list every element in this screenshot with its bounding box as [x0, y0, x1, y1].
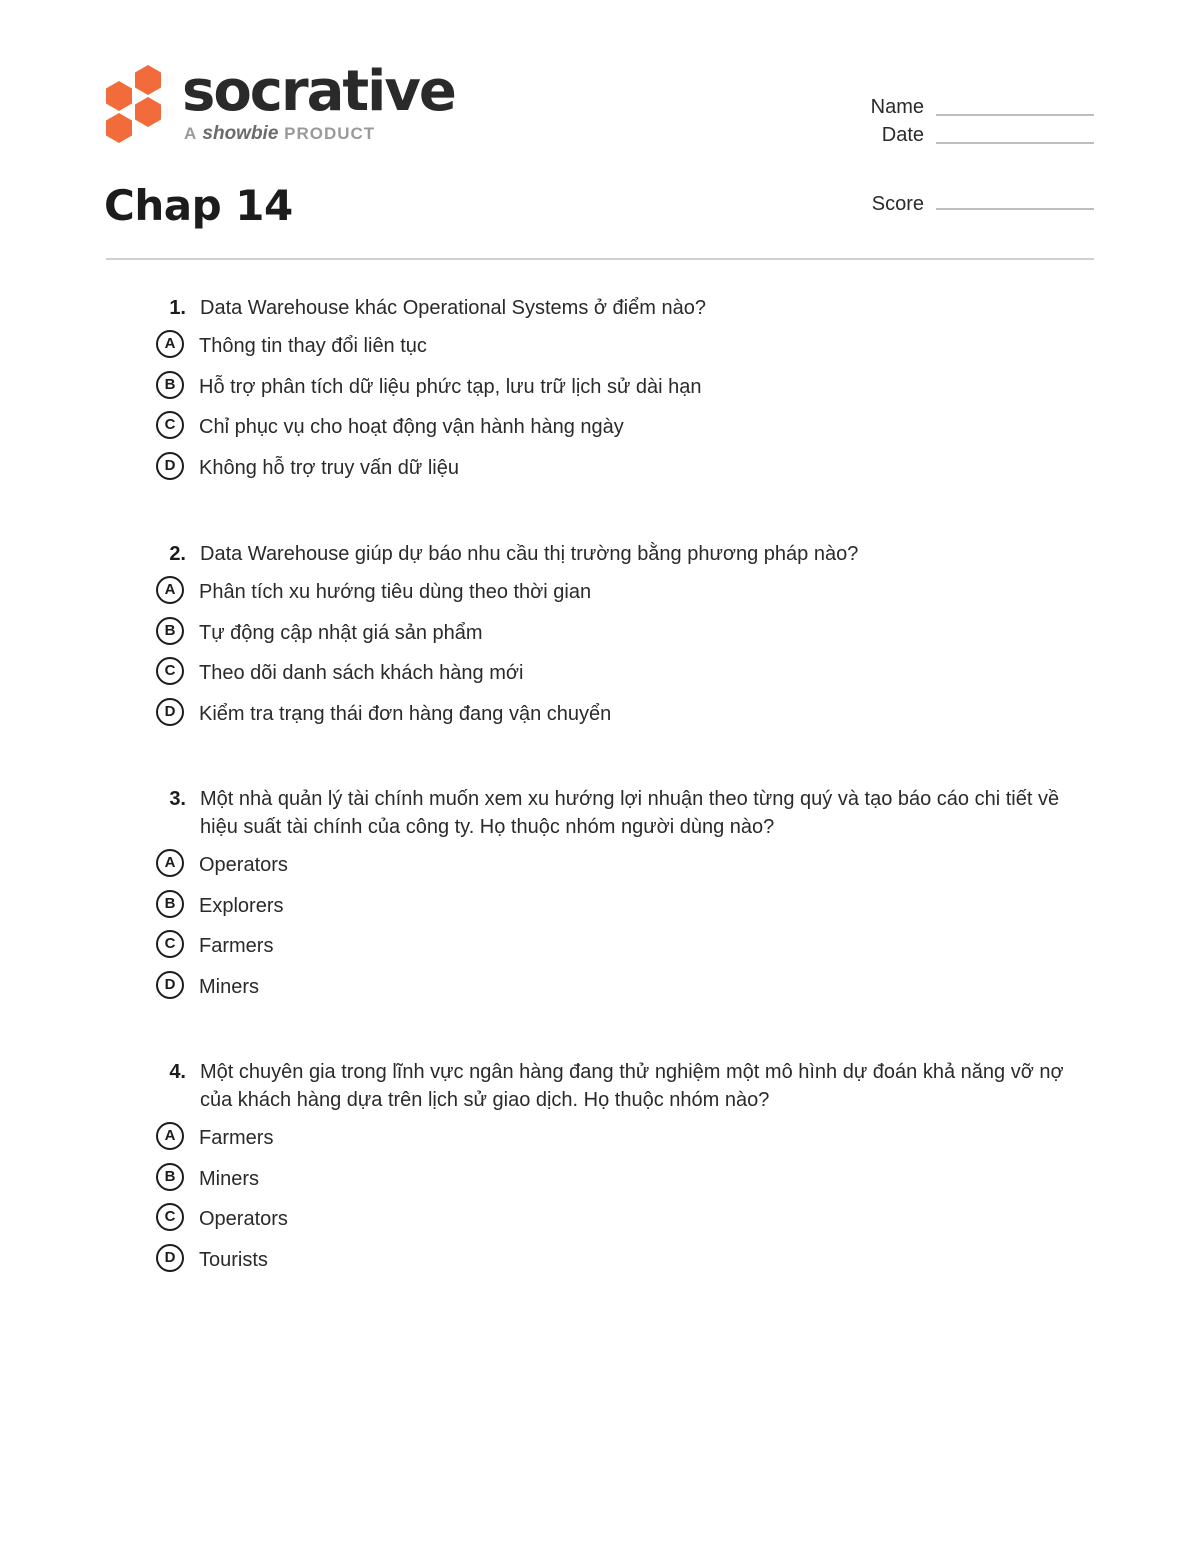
option-text: Chỉ phục vụ cho hoạt động vận hành hàng ngày: [199, 416, 624, 438]
option-b[interactable]: [156, 613, 1076, 654]
option-b[interactable]: [156, 886, 1076, 927]
option-text: Kiểm tra trạng thái đơn hàng đang vận chuyển: [199, 702, 612, 725]
question-text-row: [156, 540, 1076, 568]
option-circle-icon[interactable]: A: [156, 1122, 184, 1150]
option-circle-icon[interactable]: D: [156, 1244, 184, 1272]
name-label: Name: [870, 96, 924, 118]
tagline-prefix: A: [184, 124, 197, 143]
question-number: 4.: [169, 1061, 186, 1083]
name-field[interactable]: [936, 114, 1094, 116]
option-a[interactable]: [156, 845, 1076, 886]
option-c[interactable]: [156, 926, 1076, 967]
option-a[interactable]: [156, 1118, 1076, 1159]
question-3: [156, 785, 1076, 1007]
question-4: [156, 1058, 1076, 1280]
question-number: 3.: [169, 788, 186, 810]
option-text: Tự động cập nhật giá sản phẩm: [199, 621, 483, 644]
question-text-row: [156, 1058, 1076, 1114]
page-title: Chap 14: [104, 181, 293, 230]
question-text: Một chuyên gia trong lĩnh vực ngân hàng đang thử nghiệm một mô hình dự đoán khả năng vỡ nợ của khách hàng dựa trên lịch sử giao dịch. Họ thuộc nhóm nào?: [200, 1061, 1064, 1111]
option-circle-icon[interactable]: A: [156, 576, 184, 604]
header-divider: [106, 258, 1094, 260]
option-text: Farmers: [199, 1127, 274, 1149]
option-d[interactable]: [156, 694, 1076, 735]
tagline-suffix: PRODUCT: [284, 124, 376, 143]
question-number: 2.: [169, 543, 186, 565]
brand-tagline: [184, 122, 375, 146]
option-text: Hỗ trợ phân tích dữ liệu phức tạp, lưu trữ lịch sử dài hạn: [199, 375, 702, 398]
option-text: Thông tin thay đổi liên tục: [199, 335, 427, 357]
option-text: Operators: [199, 1208, 288, 1230]
option-circle-icon[interactable]: B: [156, 890, 184, 918]
option-circle-icon[interactable]: D: [156, 971, 184, 999]
option-text: Explorers: [199, 894, 284, 917]
option-text: Không hỗ trợ truy vấn dữ liệu: [199, 456, 459, 479]
option-c[interactable]: [156, 1199, 1076, 1240]
option-d[interactable]: [156, 448, 1076, 489]
option-text: Miners: [199, 1167, 260, 1190]
hexagon-logo-icon: [104, 64, 166, 144]
date-field[interactable]: [936, 142, 1094, 144]
option-d[interactable]: [156, 1240, 1076, 1281]
option-text: Tourists: [199, 1248, 268, 1271]
option-circle-icon[interactable]: C: [156, 657, 184, 685]
option-text: Theo dõi danh sách khách hàng mới: [199, 662, 524, 684]
brand-wordmark: socrative: [182, 59, 455, 124]
option-text: Phân tích xu hướng tiêu dùng theo thời gian: [199, 581, 592, 603]
option-a[interactable]: [156, 326, 1076, 367]
question-text: Một nhà quản lý tài chính muốn xem xu hướng lợi nhuận theo từng quý và tạo báo cáo chi tiết về hiệu suất tài chính của công ty. Họ thuộc nhóm người dùng nào?: [200, 788, 1060, 838]
option-circle-icon[interactable]: D: [156, 452, 184, 480]
option-a[interactable]: [156, 572, 1076, 613]
option-circle-icon[interactable]: B: [156, 371, 184, 399]
option-circle-icon[interactable]: B: [156, 617, 184, 645]
option-text: Operators: [199, 854, 288, 876]
question-1: [156, 294, 1076, 488]
option-circle-icon[interactable]: B: [156, 1163, 184, 1191]
option-circle-icon[interactable]: C: [156, 930, 184, 958]
option-text: Farmers: [199, 935, 274, 957]
question-text: Data Warehouse khác Operational Systems ở điểm nào?: [200, 297, 706, 319]
question-text-row: [156, 294, 1076, 322]
option-d[interactable]: [156, 967, 1076, 1008]
option-circle-icon[interactable]: D: [156, 698, 184, 726]
option-text: Miners: [199, 975, 260, 998]
option-c[interactable]: [156, 407, 1076, 448]
option-b[interactable]: [156, 1159, 1076, 1200]
question-number: 1.: [169, 297, 186, 319]
option-b[interactable]: [156, 367, 1076, 408]
score-label: Score: [871, 193, 924, 215]
date-label: Date: [881, 124, 924, 146]
question-text-row: [156, 785, 1076, 841]
question-2: [156, 540, 1076, 734]
option-circle-icon[interactable]: A: [156, 849, 184, 877]
option-circle-icon[interactable]: A: [156, 330, 184, 358]
question-text: Data Warehouse giúp dự báo nhu cầu thị trường bằng phương pháp nào?: [200, 543, 859, 565]
score-field[interactable]: [936, 208, 1094, 210]
option-c[interactable]: [156, 653, 1076, 694]
socrative-logo: [104, 59, 464, 148]
option-circle-icon[interactable]: C: [156, 1203, 184, 1231]
option-circle-icon[interactable]: C: [156, 411, 184, 439]
tagline-brand: showbie: [202, 123, 279, 144]
